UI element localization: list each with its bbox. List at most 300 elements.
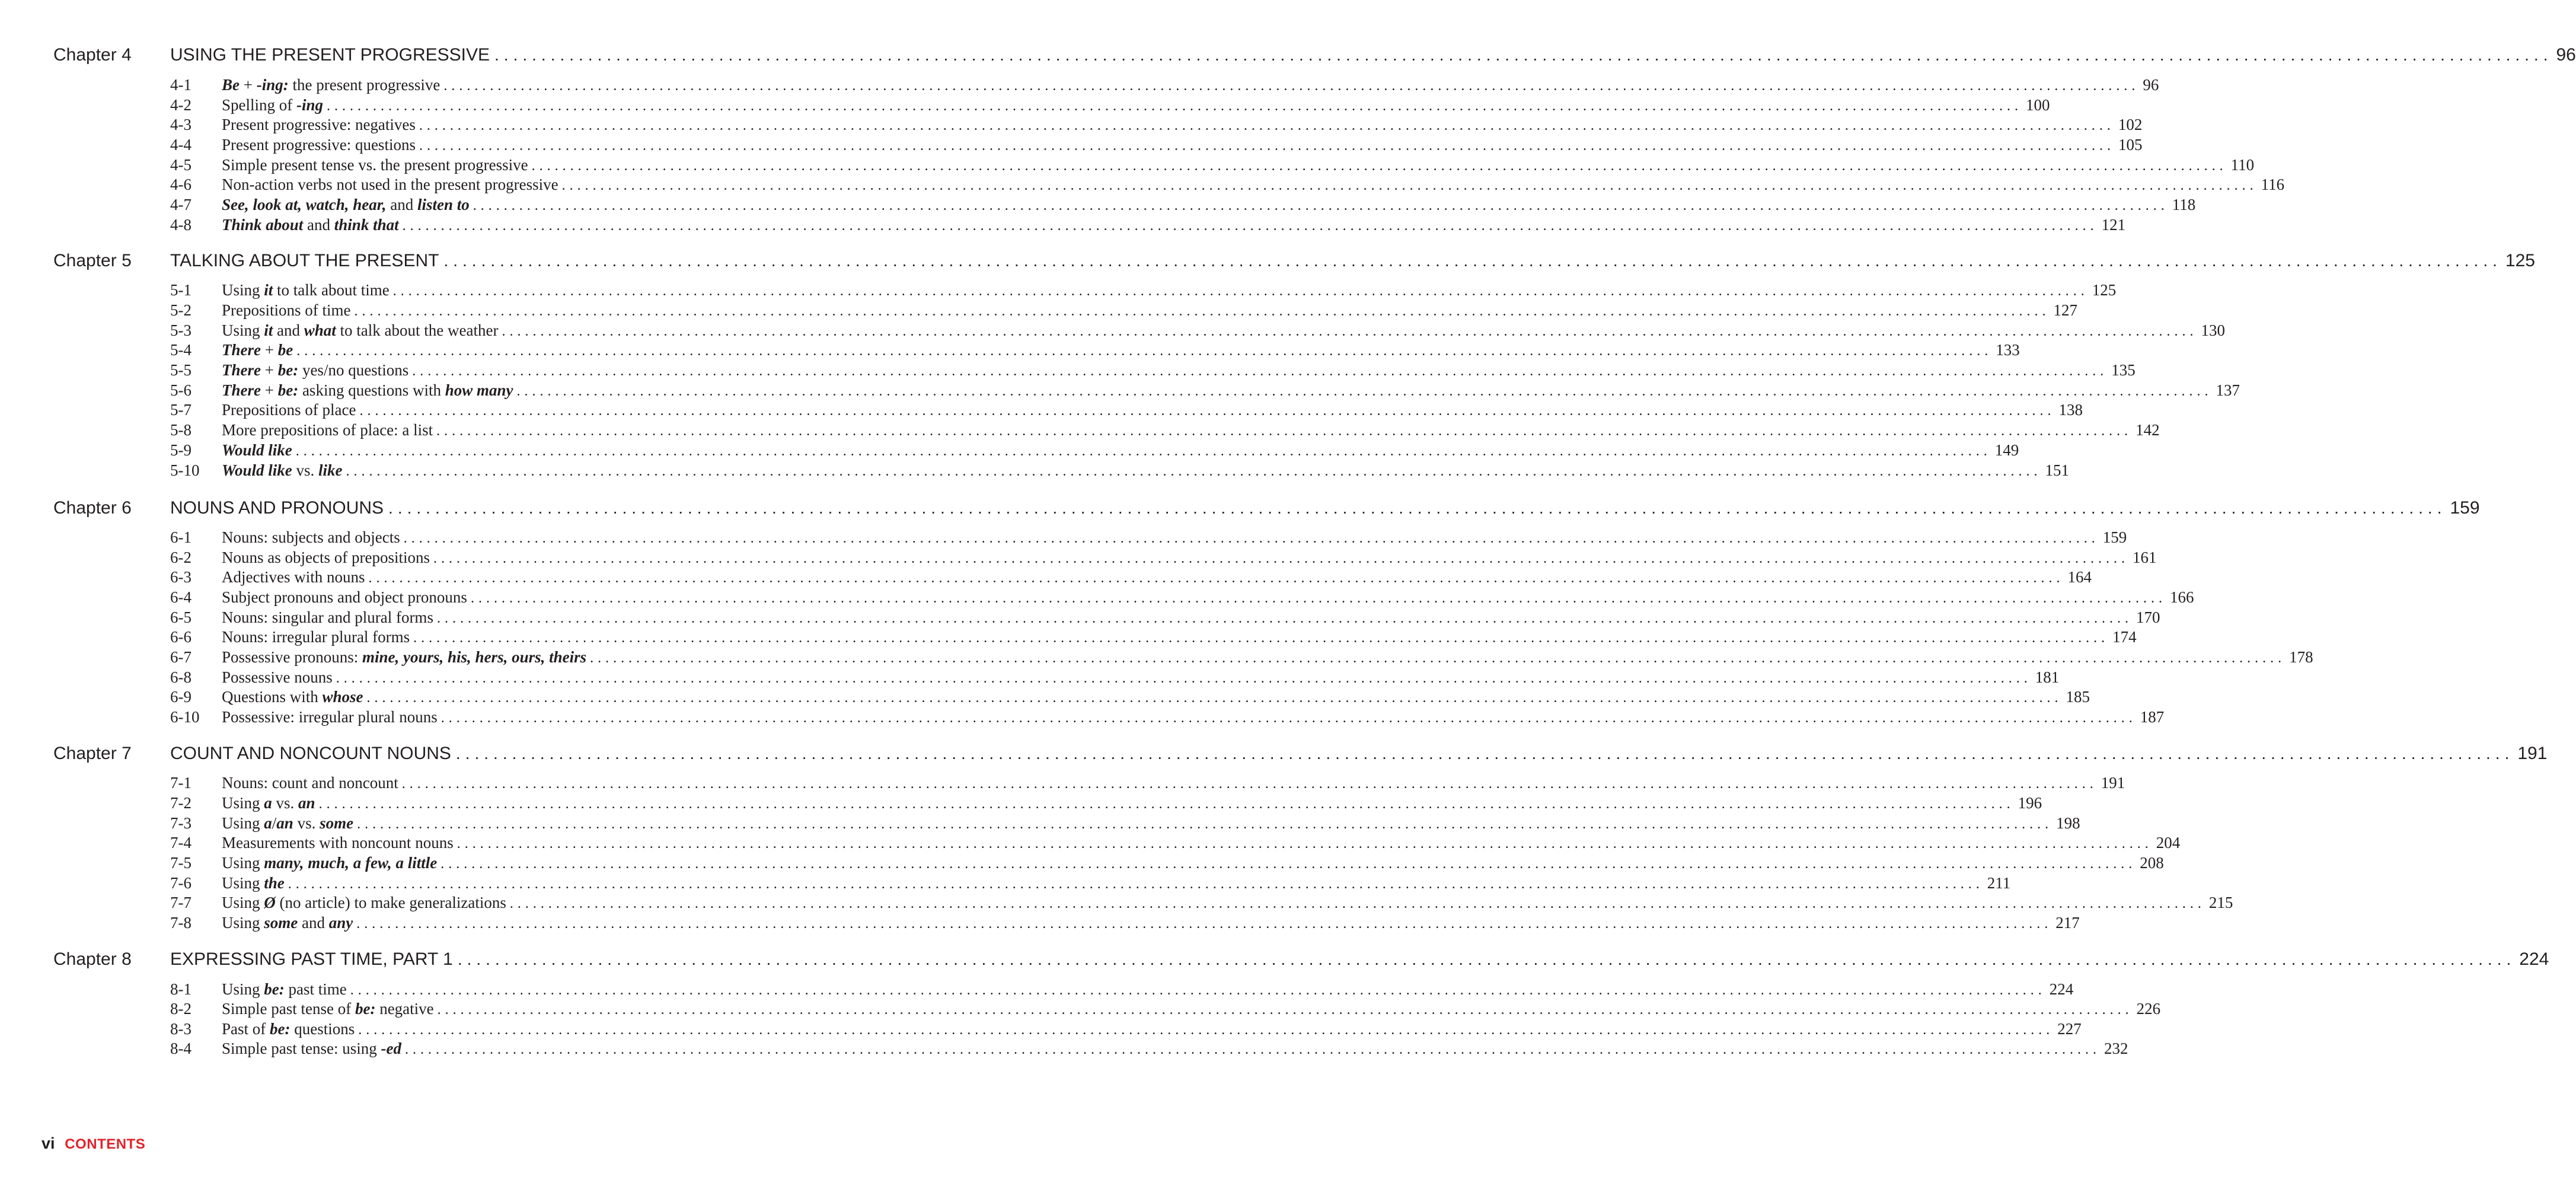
section-number: 5-5 [170, 361, 191, 379]
section-line [222, 588, 2194, 608]
section-title-text: (no article) to make generalizations [275, 894, 506, 911]
section-entry [0, 280, 2117, 301]
section-page-number: 121 [2101, 216, 2126, 234]
section-entry [0, 687, 2090, 707]
dot-leader: ............................................................................................................................................................................................................................ [470, 591, 2166, 606]
section-entry [0, 155, 2255, 176]
section-title-keyword: the [264, 874, 285, 892]
section-title-keyword: many, much, a few, a little [264, 854, 438, 872]
section-number: 6-6 [170, 628, 191, 646]
dot-leader: ............................................................................................................................................................................................................................ [346, 464, 2042, 479]
chapter-heading [0, 946, 2549, 973]
section-line [222, 195, 2196, 215]
section-line [222, 668, 2060, 688]
section-number: 7-3 [170, 814, 191, 832]
section-title [222, 340, 296, 361]
chapter-entry [170, 248, 2535, 274]
section-title-text: and [303, 216, 334, 234]
section-number: 5-6 [170, 381, 191, 399]
section-page-number: 110 [2230, 156, 2255, 174]
section-entry [0, 648, 2313, 668]
section-title-keyword: There [222, 381, 261, 399]
chapter-page-number: 96 [2556, 45, 2576, 65]
dot-leader: ............................................................................................................................................................................................................................ [419, 118, 2115, 133]
section-line [222, 75, 2159, 95]
section-entry [0, 913, 2080, 933]
section-number: 4-4 [170, 136, 191, 154]
dot-leader: ............................................................................................................................................................................................................................ [516, 384, 2213, 399]
dot-leader: ............................................................................................................................................................................................................................ [327, 98, 2023, 114]
section-title [222, 833, 457, 853]
section-line [222, 814, 2080, 834]
section-line [222, 707, 2165, 728]
chapter-heading [0, 42, 2576, 68]
section-title-keyword: like [318, 461, 343, 479]
dot-leader: ............................................................................................................................................................................................................................ [457, 836, 2153, 852]
chapter-entry [170, 741, 2548, 767]
section-title-keyword: how many [445, 381, 513, 399]
section-line [222, 301, 2077, 321]
dot-leader: ............................................................................................................................................................................................................................ [561, 178, 2258, 193]
section-entry [0, 135, 2143, 155]
section-title-text: Non-action verbs not used in the present progressive [222, 176, 558, 193]
section-line [222, 441, 2019, 461]
chapter-label: Chapter 8 [53, 949, 132, 969]
section-page-number: 215 [2208, 894, 2233, 911]
section-title-keyword: Would like [222, 461, 292, 479]
section-title [222, 548, 433, 568]
section-number: 5-4 [170, 341, 191, 359]
section-title-text: and [386, 196, 417, 213]
section-title-text: Nouns: count and noncount [222, 774, 398, 792]
section-number: 8-1 [170, 980, 191, 998]
section-page-number: 130 [2201, 321, 2225, 339]
section-title-keyword: be: [277, 361, 299, 379]
section-title [222, 1019, 358, 1040]
section-title [222, 648, 590, 668]
section-title-keyword: be: [355, 1000, 376, 1018]
section-title [222, 441, 296, 461]
section-title-text: Using [222, 874, 264, 892]
dot-leader: ............................................................................................................................................................................................................................ [509, 896, 2205, 911]
section-page-number: 226 [2136, 1000, 2161, 1018]
section-title-text: Simple past tense: using [222, 1040, 381, 1057]
section-entry [0, 999, 2161, 1019]
section-title-keyword: listen to [417, 196, 470, 213]
section-number: 6-4 [170, 588, 191, 606]
section-line [222, 215, 2126, 235]
section-title [222, 75, 443, 95]
section-line [222, 115, 2143, 135]
section-title-text: More prepositions of place: a list [222, 421, 433, 439]
dot-leader: ............................................................................................................................................................................................................................ [440, 710, 2137, 726]
section-title-keyword: -ing [296, 96, 324, 114]
dot-leader: ............................................................................................................................................................................................................................ [388, 499, 2447, 517]
section-line [222, 687, 2090, 707]
section-line [222, 773, 2125, 793]
section-line [222, 1039, 2128, 1059]
dot-leader: ............................................................................................................................................................................................................................ [473, 198, 2169, 213]
section-title [222, 588, 471, 608]
section-title-text: to talk about the weather [336, 321, 499, 339]
section-title-text: Simple past tense of [222, 1000, 355, 1018]
section-entry [0, 441, 2019, 461]
section-entry [0, 873, 2011, 894]
section-number: 4-2 [170, 96, 191, 114]
chapter-heading [0, 495, 2480, 521]
dot-leader: ............................................................................................................................................................................................................................ [437, 1002, 2133, 1018]
section-entry [0, 115, 2143, 135]
dot-leader: ............................................................................................................................................................................................................................ [413, 630, 2109, 646]
section-title [222, 280, 393, 301]
section-title-text: Nouns: singular and plural forms [222, 608, 433, 626]
section-line [222, 853, 2164, 873]
section-page-number: 138 [2058, 401, 2083, 419]
section-title-keyword: an [298, 794, 315, 812]
section-title [222, 773, 402, 793]
chapter-title: NOUNS AND PRONOUNS [170, 498, 384, 518]
section-page-number: 135 [2111, 361, 2136, 379]
section-number: 4-6 [170, 176, 191, 193]
dot-leader: ............................................................................................................................................................................................................................ [336, 671, 2032, 686]
dot-leader: ............................................................................................................................................................................................................................ [357, 817, 2053, 832]
section-title-text: Past of [222, 1020, 270, 1038]
section-title [222, 95, 327, 116]
section-number: 5-10 [170, 461, 200, 479]
section-line [222, 135, 2143, 155]
dot-leader: ............................................................................................................................................................................................................................ [455, 744, 2514, 763]
section-title-keyword: a [264, 814, 272, 832]
section-title-text: past time [284, 980, 347, 998]
chapter-page-number: 224 [2519, 949, 2549, 969]
section-title-keyword: Think about [222, 216, 304, 234]
section-number: 4-5 [170, 156, 191, 174]
section-title-text: vs. [293, 814, 320, 832]
section-page-number: 137 [2216, 381, 2240, 399]
section-title-text: vs. [292, 461, 319, 479]
section-number: 5-9 [170, 441, 191, 459]
section-page-number: 170 [2136, 608, 2160, 626]
section-title-keyword: an [276, 814, 293, 832]
section-title-text: Adjectives with nouns [222, 568, 365, 586]
section-line [222, 400, 2083, 420]
section-number: 6-10 [170, 708, 200, 726]
section-line [222, 980, 2074, 1000]
section-page-number: 187 [2140, 708, 2165, 726]
section-entry [0, 548, 2157, 568]
section-entry [0, 608, 2160, 628]
section-entry [0, 528, 2127, 548]
section-title-text: Using [222, 814, 264, 832]
chapter-label: Chapter 5 [53, 251, 132, 270]
section-title-keyword: whose [322, 688, 363, 706]
chapter-entry [170, 946, 2549, 973]
section-title [222, 873, 288, 894]
section-page-number: 127 [2053, 301, 2077, 319]
section-line [222, 340, 2020, 361]
section-entry [0, 361, 2136, 381]
section-title [222, 155, 532, 176]
dot-leader: ............................................................................................................................................................................................................................ [359, 403, 2055, 419]
section-page-number: 166 [2169, 588, 2194, 606]
section-page-number: 100 [2026, 96, 2050, 114]
section-title-text: Using [222, 281, 264, 299]
dot-leader: ............................................................................................................................................................................................................................ [368, 570, 2064, 586]
section-title-keyword: be [277, 341, 293, 359]
section-title-text: Present progressive: questions [222, 136, 416, 154]
page-number: vi [42, 1134, 55, 1152]
section-entry [0, 814, 2080, 834]
section-title-text: Present progressive: negatives [222, 116, 416, 133]
section-title [222, 687, 367, 707]
section-title [222, 175, 562, 195]
section-title-text: and [273, 321, 304, 339]
section-page-number: 174 [2112, 628, 2137, 646]
section-line [222, 361, 2136, 381]
dot-leader: ............................................................................................................................................................................................................................ [457, 950, 2516, 968]
section-page-number: 224 [2049, 980, 2074, 998]
section-title [222, 707, 441, 728]
section-entry [0, 793, 2042, 814]
section-page-number: 164 [2067, 568, 2092, 586]
section-page-number: 178 [2289, 648, 2313, 666]
section-entry [0, 833, 2181, 853]
section-title-keyword: There [222, 361, 261, 379]
section-title [222, 321, 502, 341]
section-title-text: + [260, 361, 278, 379]
section-page-number: 133 [1996, 341, 2020, 359]
dot-leader: ............................................................................................................................................................................................................................ [295, 444, 1991, 459]
section-line [222, 420, 2160, 441]
section-title-text: + [240, 76, 257, 94]
section-number: 8-4 [170, 1040, 191, 1057]
section-page-number: 116 [2261, 176, 2285, 193]
section-title-keyword: See, look at, watch, hear, [222, 196, 387, 213]
section-number: 7-8 [170, 914, 191, 932]
section-title [222, 814, 357, 834]
section-title-keyword: some [320, 814, 354, 832]
chapter-label: Chapter 6 [53, 498, 132, 518]
section-title-text: Questions with [222, 688, 323, 706]
section-title-text: / [272, 814, 277, 832]
section-title-text: the present progressive [288, 76, 440, 94]
section-title [222, 853, 440, 873]
section-title [222, 115, 419, 135]
section-title [222, 980, 350, 1000]
chapter-title: USING THE PRESENT PROGRESSIVE [170, 45, 490, 65]
section-page-number: 161 [2132, 549, 2157, 566]
chapter-heading [0, 248, 2535, 274]
section-title [222, 568, 368, 588]
section-page-number: 151 [2045, 461, 2070, 479]
section-title-text: Using [222, 980, 264, 998]
section-title-text: Nouns as objects of prepositions [222, 549, 430, 566]
section-page-number: 159 [2102, 528, 2127, 546]
running-head-label: CONTENTS [65, 1136, 146, 1152]
section-number: 6-9 [170, 688, 191, 706]
section-title [222, 528, 404, 548]
section-title-text: to talk about time [273, 281, 390, 299]
section-title [222, 668, 336, 688]
dot-leader: ............................................................................................................................................................................................................................ [443, 251, 2502, 270]
chapter-label: Chapter 7 [53, 744, 132, 763]
section-title [222, 361, 412, 381]
section-line [222, 893, 2233, 913]
dot-leader: ............................................................................................................................................................................................................................ [412, 364, 2108, 379]
dot-leader: ............................................................................................................................................................................................................................ [318, 796, 2015, 812]
section-title-text: Measurements with noncount nouns [222, 834, 454, 852]
section-line [222, 793, 2042, 814]
section-title-keyword: -ed [381, 1040, 401, 1057]
section-line [222, 461, 2070, 481]
section-line [222, 568, 2092, 588]
chapter-title: TALKING ABOUT THE PRESENT [170, 251, 439, 270]
section-title-keyword: it [264, 321, 273, 339]
page-footer [42, 1133, 145, 1155]
section-entry [0, 461, 2070, 481]
section-title [222, 195, 473, 215]
section-number: 7-4 [170, 834, 191, 852]
section-line [222, 155, 2255, 176]
section-title [222, 1039, 405, 1059]
dot-leader: ............................................................................................................................................................................................................................ [502, 324, 2198, 339]
section-line [222, 833, 2181, 853]
section-page-number: 198 [2056, 814, 2080, 832]
section-title-text: Using [222, 854, 264, 872]
section-title [222, 999, 438, 1019]
section-line [222, 528, 2127, 548]
section-title [222, 420, 436, 441]
section-title-text: Possessive pronouns: [222, 648, 363, 666]
section-page-number: 211 [1987, 874, 2011, 892]
section-number: 7-6 [170, 874, 191, 892]
dot-leader: ............................................................................................................................................................................................................................ [296, 343, 1993, 359]
section-title-keyword: be: [270, 1020, 291, 1038]
section-title-keyword: There [222, 341, 261, 359]
chapter-entry [170, 495, 2480, 521]
section-entry [0, 420, 2160, 441]
section-title-text: Prepositions of time [222, 301, 351, 319]
section-title [222, 400, 359, 420]
section-title-text: Using [222, 794, 264, 812]
section-title-text: questions [290, 1020, 355, 1038]
section-page-number: 227 [2057, 1020, 2082, 1038]
chapter-label: Chapter 4 [53, 45, 132, 65]
section-page-number: 105 [2118, 136, 2143, 154]
chapter-entry [170, 42, 2576, 68]
section-title-text: Nouns: irregular plural forms [222, 628, 410, 646]
section-title-keyword: mine, yours, his, hers, ours, theirs [362, 648, 587, 666]
section-title-keyword: be: [264, 980, 285, 998]
section-title-keyword: a [264, 794, 272, 812]
section-title-text: Simple present tense vs. the present progressive [222, 156, 528, 174]
chapter-page-number: 125 [2505, 251, 2535, 270]
section-page-number: 125 [2092, 281, 2117, 299]
section-page-number: 142 [2136, 421, 2160, 439]
section-title [222, 793, 319, 814]
section-entry [0, 707, 2165, 728]
section-number: 7-5 [170, 854, 191, 872]
section-entry [0, 1019, 2082, 1040]
section-number: 6-7 [170, 648, 191, 666]
section-title-text: Using [222, 914, 264, 932]
section-title-text: Nouns: subjects and objects [222, 528, 400, 546]
section-title-keyword: any [328, 914, 353, 932]
section-title-text: Possessive nouns [222, 668, 333, 686]
section-title-keyword: think that [334, 216, 399, 234]
dot-leader: ............................................................................................................................................................................................................................ [403, 531, 2099, 546]
section-title-text: vs. [272, 794, 299, 812]
section-number: 6-1 [170, 528, 191, 546]
section-page-number: 181 [2035, 668, 2060, 686]
section-title-text: Subject pronouns and object pronouns [222, 588, 467, 606]
section-number: 5-7 [170, 401, 191, 419]
dot-leader: ............................................................................................................................................................................................................................ [494, 46, 2553, 64]
chapter-title: EXPRESSING PAST TIME, PART 1 [170, 949, 453, 969]
section-title [222, 381, 516, 401]
section-page-number: 204 [2156, 834, 2181, 852]
dot-leader: ............................................................................................................................................................................................................................ [402, 218, 2098, 234]
dot-leader: ............................................................................................................................................................................................................................ [354, 304, 2050, 319]
section-title [222, 608, 437, 628]
section-number: 6-3 [170, 568, 191, 586]
section-line [222, 1019, 2082, 1040]
section-title-text: negative [375, 1000, 434, 1018]
section-entry [0, 75, 2159, 95]
section-number: 8-3 [170, 1020, 191, 1038]
section-entry [0, 627, 2137, 648]
section-line [222, 873, 2011, 894]
section-page-number: 217 [2055, 914, 2080, 932]
section-line [222, 648, 2313, 668]
section-page-number: 208 [2140, 854, 2164, 872]
section-entry [0, 175, 2285, 195]
section-entry [0, 215, 2126, 235]
section-title [222, 135, 419, 155]
section-title-text: Possessive: irregular plural nouns [222, 708, 438, 726]
section-entry [0, 195, 2196, 215]
section-entry [0, 321, 2225, 341]
section-title-keyword: be: [277, 381, 299, 399]
section-title-text: yes/no questions [298, 361, 409, 379]
section-title [222, 913, 356, 933]
section-title-text: Using [222, 321, 264, 339]
section-entry [0, 773, 2125, 793]
section-title-text: Spelling of [222, 96, 296, 114]
section-title-text: Prepositions of place [222, 401, 356, 419]
dot-leader: ............................................................................................................................................................................................................................ [419, 138, 2115, 154]
section-number: 4-8 [170, 216, 191, 234]
section-line [222, 95, 2050, 116]
section-page-number: 118 [2172, 196, 2196, 213]
dot-leader: ............................................................................................................................................................................................................................ [436, 423, 2133, 439]
section-entry [0, 568, 2092, 588]
dot-leader: ............................................................................................................................................................................................................................ [531, 158, 2227, 174]
section-line [222, 913, 2080, 933]
section-line [222, 321, 2225, 341]
section-page-number: 102 [2118, 116, 2143, 133]
dot-leader: ............................................................................................................................................................................................................................ [392, 283, 2089, 299]
chapter-page-number: 191 [2517, 744, 2548, 763]
section-title-keyword: some [264, 914, 298, 932]
section-entry [0, 893, 2233, 913]
section-entry [0, 95, 2050, 116]
dot-leader: ............................................................................................................................................................................................................................ [356, 916, 2052, 932]
dot-leader: ............................................................................................................................................................................................................................ [590, 651, 2286, 666]
section-title-text: + [260, 341, 278, 359]
section-page-number: 185 [2066, 688, 2090, 706]
dot-leader: ............................................................................................................................................................................................................................ [436, 611, 2133, 626]
